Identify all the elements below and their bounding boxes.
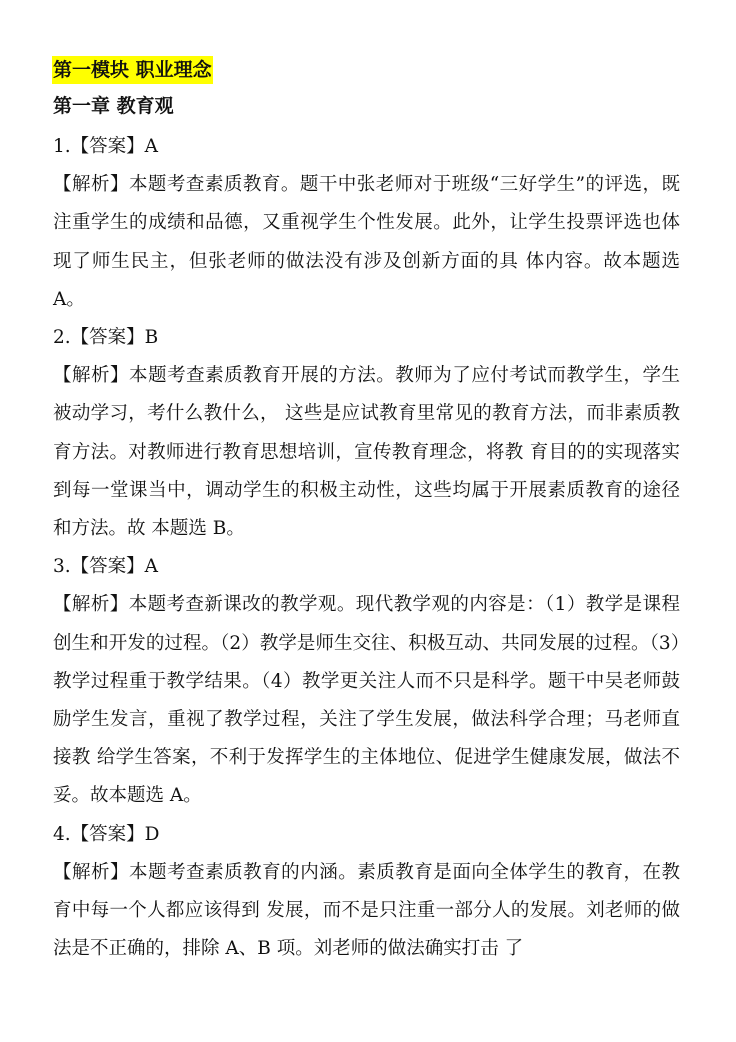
question-block-3 xyxy=(53,548,680,815)
question-block-2 xyxy=(53,319,680,548)
question-block-4 xyxy=(53,816,680,969)
chapter-title: 第一章 教育观 xyxy=(53,95,174,117)
analysis-paragraph: 【解析】本题考查新课改的教学观。现代教学观的内容是：（1）教学是课程创生和开发的过程。（2）教学是师生交往、积极互动、共同发展的过程。（3）教学过程重于教学结果。（4）教学更关注人而不只是科学。题干中吴老师鼓励学生发言，重视了教学过程，关注了学生发展，做法科学合理；马老师直接教 给学生答案，不利于发挥学生的主体地位、促进学生健康发展，做法不妥。故本题选 A。 xyxy=(53,594,680,807)
analysis-paragraph: 【解析】本题考查素质教育的内涵。素质教育是面向全体学生的教育，在教育中每一个人都应该得到 发展，而不是只注重一部分人的发展。刘老师的做法是不正确的，排除 A、B 项。刘老师的做法确实打击 了 xyxy=(53,861,680,960)
analysis-paragraph: 【解析】本题考查素质教育。题干中张老师对于班级“三好学生”的评选，既注重学生的成绩和品德，又重视学生个性发展。此外，让学生投票评选也体现了师生民主，但张老师的做法没有涉及创新方面的具 体内容。故本题选 A。 xyxy=(53,174,680,310)
answer-line: 1.【答案】A xyxy=(53,136,159,157)
answer-line: 3.【答案】A xyxy=(53,556,159,578)
analysis-paragraph: 【解析】本题考查素质教育开展的方法。教师为了应付考试而教学生，学生被动学习，考什么教什么， 这些是应试教育里常见的教育方法，而非素质教育方法。对教师进行教育思想培训，宣传教育理念，将教 育目的的实现落实到每一堂课当中，调动学生的积极主动性，这些均属于开展素质教育的途径和方法。故 本题选 B。 xyxy=(53,365,680,540)
answer-line: 4.【答案】D xyxy=(53,823,160,845)
question-block-1 xyxy=(53,128,680,319)
module-title: 第一模块 职业理念 xyxy=(52,56,213,84)
answer-line: 2.【答案】B xyxy=(53,327,159,349)
